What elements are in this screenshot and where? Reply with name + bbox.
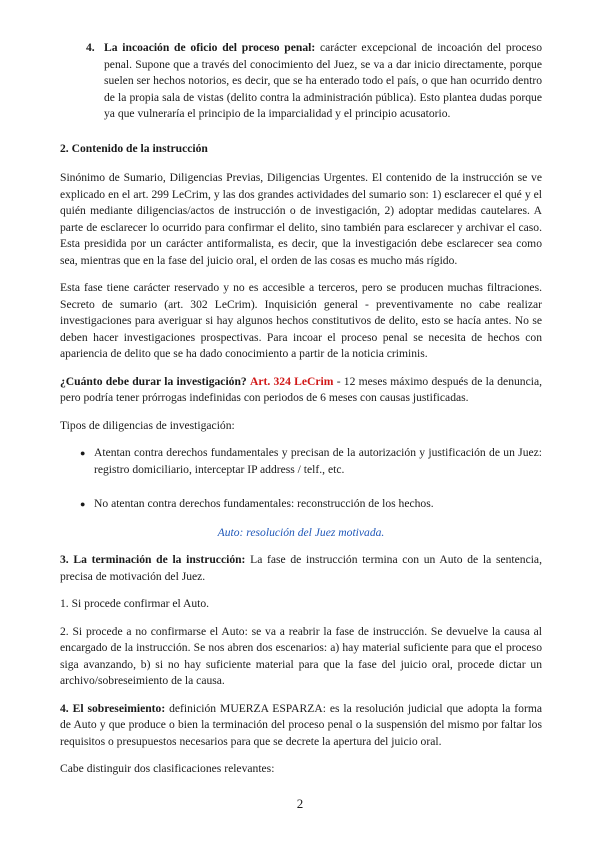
duration-question: [60, 374, 542, 407]
section-2-heading: 2. Contenido de la instrucción: [60, 141, 208, 155]
item-4: [86, 40, 542, 123]
duration-question-title: ¿Cuánto debe durar la investigación?: [60, 374, 247, 388]
section-3-paragraph-1: 1. Si procede confirmar el Auto.: [60, 597, 210, 610]
article-reference: Art. 324 LeCrim: [249, 374, 334, 388]
bullet-icon: ●: [80, 448, 86, 458]
bullet-text: No atentan contra derechos fundamentales: reconstrucción de los hechos.: [94, 497, 434, 510]
auto-note: Auto: resolución del Juez motivada.: [217, 525, 385, 539]
section-2-paragraph-1: Sinónimo de Sumario, Diligencias Previas, Diligencias Urgentes. El contenido de la instrucción se ve explicado en el art. 299 LeCrim, y las dos grandes actividades del sumario son: 1) esclarecer el qué y el quién mediante diligencias/actos de instrucción o de investigación, 2) adoptar medidas cautelares. A parte de esclarecer lo ocurrido para confirmar el delito, sino también para esclarecer y archivar el caso. Esta presidida por un carácter antiformalista, es decir, que la investigación debe esclarecer sea como sea, mientras que en la fase del juicio oral, el orden de las cosas es mucho más rígido.: [60, 171, 542, 267]
section-3-paragraph-2: 2. Si procede a no confirmarse el Auto: se va a reabrir la fase de instrucción. Se devuelve la causa al encargado de la instrucción. Se nos abren dos escenarios: a) hay material suficiente para que el proceso siga avanzando, b) si no hay suficiente material para que la fase del juicio oral, procede dictar un archivo/sobreseimiento de la causa.: [60, 624, 542, 687]
duration-answer: - 12 meses máximo después de la denuncia, pero podría tener prórrogas indefinidas con periodos de 6 meses con causas justificadas.: [60, 374, 542, 404]
bullet-text: Atentan contra derechos fundamentales y precisan de la autorización y justificación de un Juez: registro domiciliario, interceptar IP address / telf., etc.: [94, 446, 542, 476]
section-3-text: La fase de instrucción termina con un Auto de la sentencia, precisa de motivación del Juez.: [60, 553, 542, 583]
section-2-paragraph-2: Esta fase tiene carácter reservado y no es accesible a terceros, pero se producen muchas filtraciones. Secreto de sumario (art. 302 LeCrim). Inquisición general - preventivamente no cabe realizar investigaciones para averiguar si hay algunos hechos constitutivos de delito, esto se hacía antes. No se deben hacer investigaciones prospectivas. Para incoar el proceso penal se necesita de hechos con apariencia de delito que se ha dado conocimiento a partir de la noticia criminis.: [60, 281, 542, 360]
section-3-intro: [60, 552, 542, 585]
item-4-title: La incoación de oficio del proceso penal:: [104, 41, 316, 54]
item-4-text: [104, 40, 542, 123]
item-number: 4.: [86, 41, 95, 54]
page-number: 2: [296, 796, 304, 811]
section-3-title: 3. La terminación de la instrucción:: [60, 553, 246, 566]
tipos-label: Tipos de diligencias de investigación:: [60, 418, 235, 432]
section-4-paragraph-1: Cabe distinguir dos clasificaciones relevantes:: [60, 762, 275, 775]
section-4-intro: [60, 701, 542, 751]
section-4-title: 4. El sobreseimiento:: [60, 701, 166, 715]
bullet-item-2: [80, 496, 542, 513]
bullet-icon: ●: [80, 499, 86, 509]
document-page: [60, 40, 542, 778]
bullet-item-1: [80, 445, 542, 478]
section-4-text: definición MUERZA ESPARZA: es la resolución judicial que adopta la forma de Auto y que produce o bien la terminación del proceso penal o la suspensión del mismo por faltar los requisitos o presupuestos necesarios para que se decrete la apertura del juicio oral.: [60, 701, 542, 748]
item-4-body: carácter excepcional de incoación del proceso penal. Supone que a través del conocimiento del Juez, se va a dar inicio directamente, porque suelen ser hechos notorios, es decir, que se ha enterado todo el país, o que han ocurrido dentro de la propia sala de vistas (delito contra la administración pública). Esto plantea dudas porque ya que vulneraría el principio de la imparcialidad y el principio acusatorio.: [104, 41, 542, 120]
